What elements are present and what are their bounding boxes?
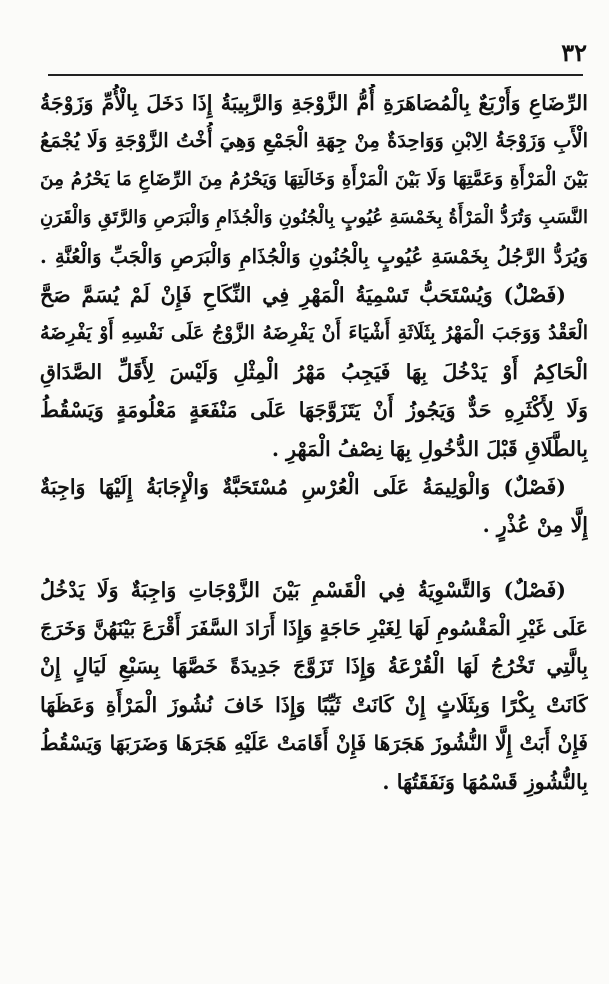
- text-line: بِالَّتِي تَخْرُجُ لَهَا الْقُرْعَةُ وَإِذَا تَزَوَّجَ جَدِيدَةً خَصَّهَا بِسَبْعِ لَيَالٍ إِنْ: [40, 654, 588, 679]
- text-line: (فَصْلٌ) وَالْوَلِيمَةُ عَلَى الْعُرْسِ مُسْتَحَبَّةٌ وَالْإِجَابَةُ إِلَيْهَا وَاجِبَةٌ: [40, 474, 566, 499]
- paragraph-dowry: [40, 276, 588, 468]
- text-line: بِالنُّشُوزِ قَسْمُهَا وَنَفَقَتُهَا .: [382, 769, 588, 794]
- text-line: إِلَّا مِنْ عُذْرٍ .: [482, 513, 588, 538]
- page-number: ٣٢: [561, 38, 587, 67]
- text-line: الْحَاكِمُ أَوْ يَدْخُلَ بِهَا فَيَجِبُ مَهْرُ الْمِثْلِ وَلَيْسَ لِأَقَلِّ الصَّدَاقِ: [40, 359, 588, 384]
- text-line: وَيُرَدُّ الرَّجُلُ بِخَمْسَةِ عُيُوبٍ بِالْجُنُونِ وَالْجُذَامِ وَالْبَرَصِ وَالْجَبِّ وَالْعُنَّةِ .: [40, 244, 588, 268]
- paragraph-gap: [40, 545, 588, 571]
- body-text: [40, 84, 588, 801]
- text-line: الْأَبِ وَزَوْجَةُ الِابْنِ وَوَاحِدَةٌ مِنْ جِهَةِ الْجَمْعِ وَهِيَ أُخْتُ الزَّوْجَةِ وَلَا يُجْمَعُ: [40, 129, 588, 153]
- paragraph-prohibited-marriages: [40, 84, 588, 276]
- text-line: الْعَقْدُ وَوَجَبَ الْمَهْرُ بِثَلَاثَةِ أَشْيَاءَ أَنْ يَفْرِضَهُ الزَّوْجُ عَلَى نَفْسِهِ أَوْ يَفْرِضَهُ: [40, 322, 588, 345]
- text-line: فَإِنْ أَبَتْ إِلَّا النُّشُوزَ هَجَرَهَا فَإِنْ أَقَامَتْ عَلَيْهِ هَجَرَهَا وَضَرَبَهَا وَيَسْقُطُ: [40, 731, 588, 756]
- text-line: كَانَتْ بِكْرًا وَبِثَلَاثٍ إِنْ كَانَتْ ثَيِّبًا وَإِذَا خَافَ نُشُوزَ الْمَرْأَةِ وَعَظَهَا: [40, 692, 588, 717]
- paragraph-wedding-feast: [40, 468, 588, 545]
- text-line: وَلَا لِأَكْثَرِهِ حَدٌّ وَيَجُوزُ أَنْ يَتَزَوَّجَهَا عَلَى مَنْفَعَةٍ مَعْلُومَةٍ وَيَسْقُطُ: [40, 398, 588, 423]
- text-line: النَّسَبِ وَتُرَدُّ الْمَرْأَةُ بِخَمْسَةِ عُيُوبٍ بِالْجُنُونِ وَالْجُذَامِ وَالْبَرَصِ وَالرَّتَقِ وَالْقَرَنِ: [40, 207, 588, 229]
- text-line: (فَصْلٌ) وَالتَّسْوِيَةُ فِي الْقَسْمِ بَيْنَ الزَّوْجَاتِ وَاجِبَةٌ وَلَا يَدْخُلُ: [40, 577, 566, 602]
- text-line: عَلَى غَيْرِ الْمَقْسُومِ لَهَا لِغَيْرِ حَاجَةٍ وَإِذَا أَرَادَ السَّفَرَ أَقْرَعَ بَيْنَهُنَّ وَخَرَجَ: [40, 616, 588, 641]
- text-line: الرِّضَاعِ وَأَرْبَعٌ بِالْمُصَاهَرَةِ أُمُّ الزَّوْجَةِ وَالرَّبِيبَةُ إِذَا دَخَلَ بِالْأُمِّ وَزَوْجَةُ: [40, 91, 588, 115]
- header-rule: [48, 74, 583, 76]
- paragraph-division-between-wives: [40, 571, 588, 801]
- text-line: بِالطَّلَاقِ قَبْلَ الدُّخُولِ بِهَا نِصْفُ الْمَهْرِ .: [271, 436, 588, 461]
- text-line: بَيْنَ الْمَرْأَةِ وَعَمَّتِهَا وَلَا بَيْنَ الْمَرْأَةِ وَخَالَتِهَا وَيَحْرُمُ مِنَ الرِّضَاعِ مَا يَحْرُمُ مِنَ: [40, 168, 588, 190]
- text-line: (فَصْلٌ) وَيُسْتَحَبُّ تَسْمِيَةُ الْمَهْرِ فِي النِّكَاحِ فَإِنْ لَمْ يُسَمَّ صَحَّ: [40, 282, 566, 307]
